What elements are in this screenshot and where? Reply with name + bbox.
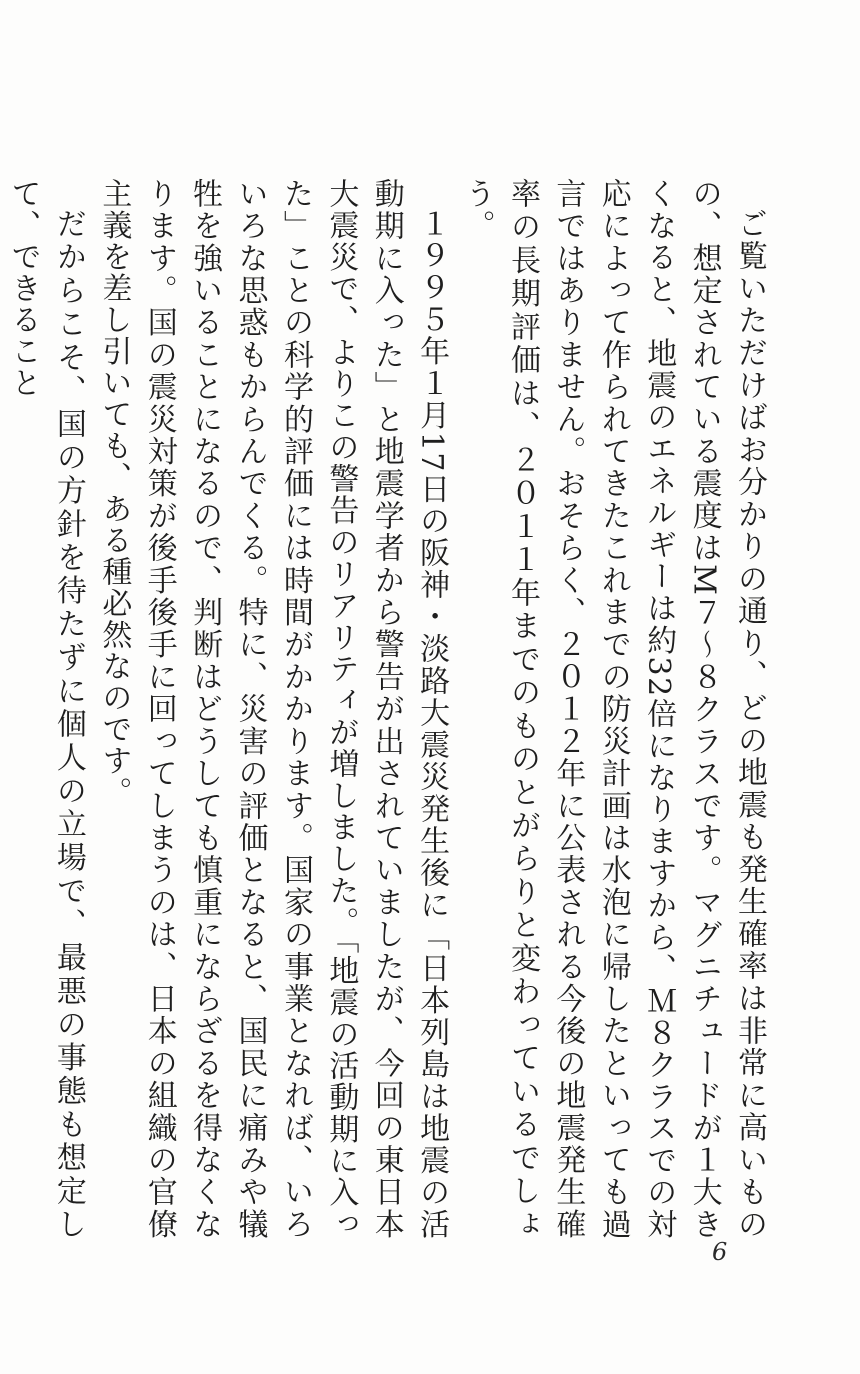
vertical-body-text [0, 178, 772, 1240]
paragraph-3: だからこそ、国の方針を待たずに個人の立場で、最悪の事態も想定して、できること [5, 178, 86, 1240]
page-number: 6 [712, 1238, 728, 1266]
paragraph-1: ご覧いただけばお分かりの通り、どの地震も発生確率は非常に高いものの、想定されている震度はM７～８クラスです。マグニチュードが１大きくなると、地震のエネルギーは約32倍になりますから、Ｍ８クラスでの対応によって作られてきたこれまでの防災計画は水泡に帰したといっても過言ではありません。おそらく、２０１２年に公表される今後の地震発生確率の長期評価は、２０１１年までのものとがらりと変わっているでしょう。 [459, 178, 767, 1240]
paragraph-2: １９９５年１月17日の阪神・淡路大震災発生後に「日本列島は地震の活動期に入った」と地震学者から警告が出されていましたが、今回の東日本大震災で、よりこの警告のリアリティが増しました。「地震の活動期に入った」ことの科学的評価には時間がかかります。国家の事業となれば、いろいろな思惑もからんでくる。特に、災害の評価となると、国民に痛みや犠牲を強いることになるので、判断はどうしても慎重にならざるを得なくなります。国の震災対策が後手後手に回ってしまうのは、日本の組織の官僚主義を差し引いても、ある種必然なのです。 [96, 178, 450, 1241]
